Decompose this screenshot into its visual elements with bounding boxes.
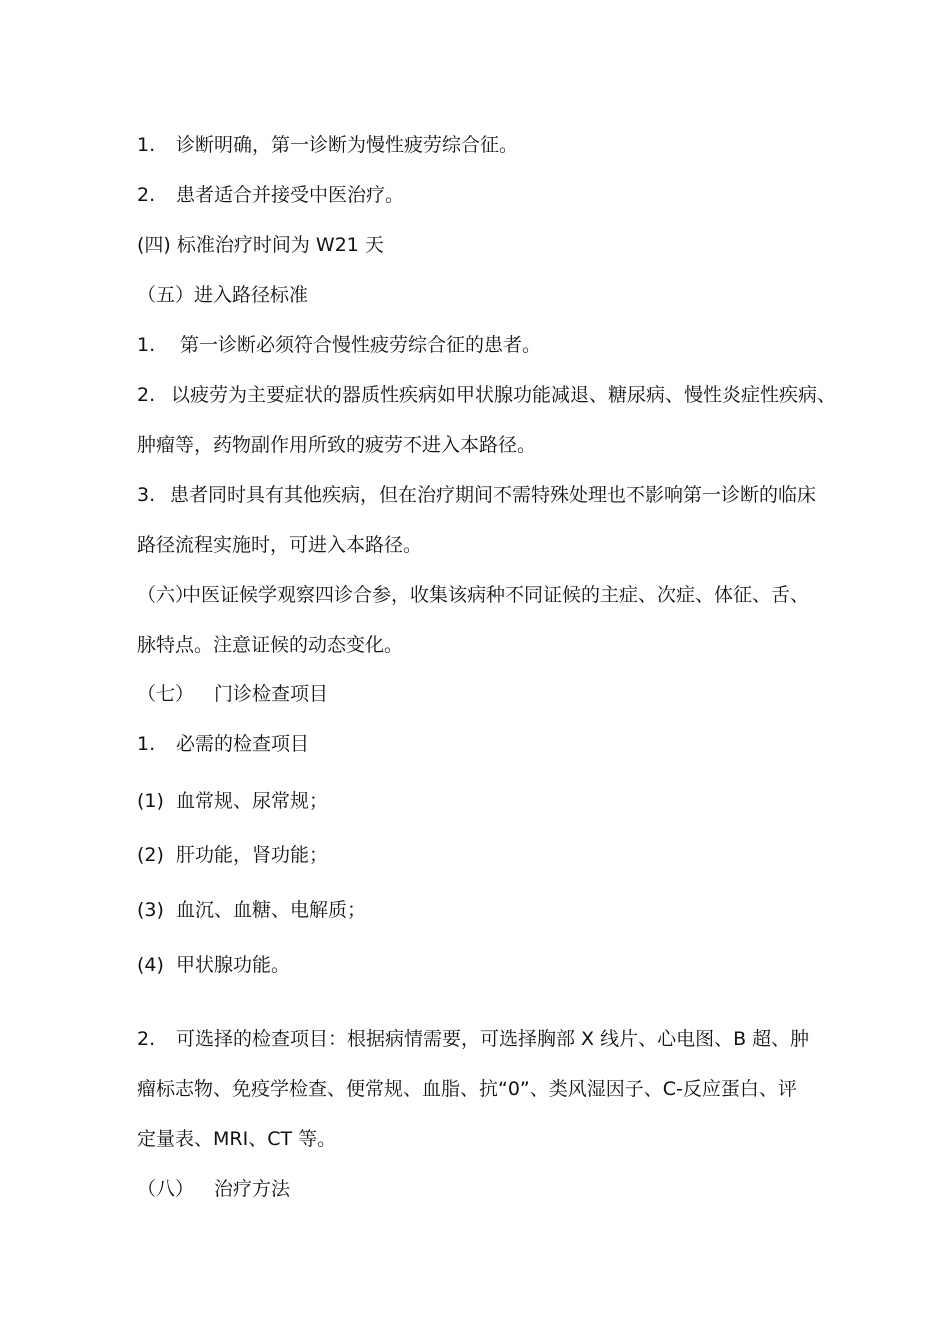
list-number: 1. xyxy=(137,134,156,156)
paragraph-line xyxy=(137,133,877,157)
list-number: (1) xyxy=(137,790,164,812)
line-text: 可选择的检查项目：根据病情需要，可选择胸部 X 线片、心电图、B 超、肿 xyxy=(176,1028,810,1050)
list-item xyxy=(137,843,877,867)
paragraph-line xyxy=(137,583,877,607)
section-heading xyxy=(137,233,877,257)
paragraph-line xyxy=(137,533,877,557)
list-number: 3. xyxy=(137,484,156,506)
list-number: 2. xyxy=(137,1028,156,1050)
line-text: 血沉、血糖、电解质； xyxy=(176,899,367,921)
line-text: 定量表、MRI、CT 等。 xyxy=(137,1128,337,1150)
line-text: 中医证候学观察四诊合参，收集该病种不同证候的主症、次症、体征、舌、 xyxy=(182,584,810,606)
section-heading xyxy=(137,283,877,307)
list-number: (2) xyxy=(137,844,164,866)
list-item xyxy=(137,789,877,813)
paragraph-line xyxy=(137,333,877,357)
list-number: 1. xyxy=(137,334,156,356)
line-text: 必需的检查项目 xyxy=(176,733,310,755)
list-item xyxy=(137,898,877,922)
paragraph-line xyxy=(137,433,877,457)
section-heading xyxy=(137,1177,877,1201)
paragraph-line xyxy=(137,483,877,507)
line-text: 诊断明确，第一诊断为慢性疲劳综合征。 xyxy=(176,134,519,156)
paragraph-line xyxy=(137,1127,877,1151)
section-number: （七） xyxy=(137,683,195,705)
paragraph-line xyxy=(137,1077,877,1101)
line-text: 患者适合并接受中医治疗。 xyxy=(176,184,405,206)
section-number: （六） xyxy=(137,584,195,606)
list-number: 2. xyxy=(137,184,156,206)
paragraph-line xyxy=(137,633,877,657)
line-text: 门诊检查项目 xyxy=(214,683,329,705)
paragraph-line xyxy=(137,732,877,756)
list-item xyxy=(137,953,877,977)
line-text: 甲状腺功能。 xyxy=(176,954,291,976)
line-text: 肝功能，肾功能； xyxy=(176,844,329,866)
paragraph-line xyxy=(137,383,877,407)
line-text: 第一诊断必须符合慢性疲劳综合征的患者。 xyxy=(180,334,542,356)
section-heading xyxy=(137,682,877,706)
line-text: 治疗方法 xyxy=(214,1178,291,1200)
section-number: （八） xyxy=(137,1178,195,1200)
line-text: 血常规、尿常规； xyxy=(176,790,329,812)
line-text: 瘤标志物、免疫学检查、便常规、血脂、抗“0”、类风湿因子、C-反应蛋白、评 xyxy=(137,1078,797,1100)
list-number: 1. xyxy=(137,733,156,755)
line-text: （五）进入路径标准 xyxy=(137,284,309,306)
line-text: 以疲劳为主要症状的器质性疾病如甲状腺功能减退、糖尿病、慢性炎症性疾病、 xyxy=(171,384,837,406)
list-number: 2. xyxy=(137,384,156,406)
paragraph-line xyxy=(137,183,877,207)
paragraph-line xyxy=(137,1027,877,1051)
line-text: 患者同时具有其他疾病，但在治疗期间不需特殊处理也不影响第一诊断的临床 xyxy=(170,484,817,506)
list-number: (4) xyxy=(137,954,164,976)
line-text: 路径流程实施时，可进入本路径。 xyxy=(137,534,423,556)
line-text: (四) 标准治疗时间为 W21 天 xyxy=(137,234,384,256)
line-text: 肿瘤等，药物副作用所致的疲劳不进入本路径。 xyxy=(137,434,537,456)
list-number: (3) xyxy=(137,899,164,921)
line-text: 脉特点。注意证候的动态变化。 xyxy=(137,634,404,656)
